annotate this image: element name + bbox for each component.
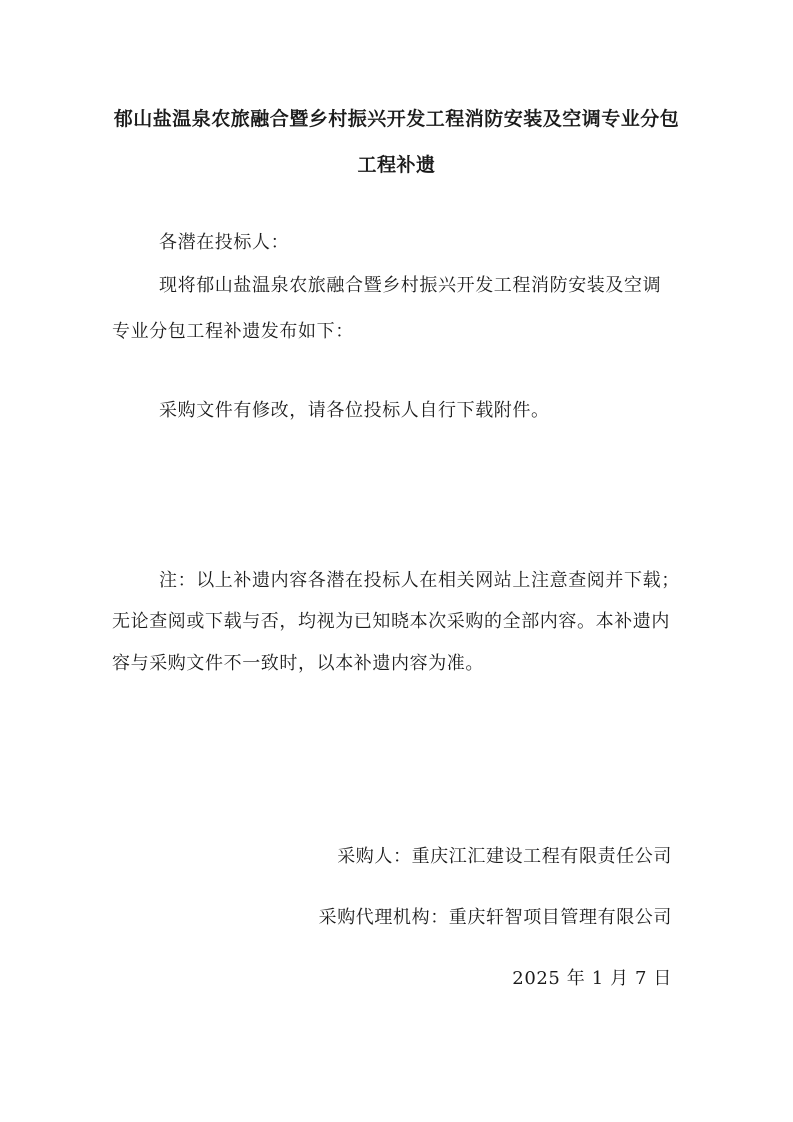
note-line-1: 注：以上补遗内容各潜在投标人在相关网站上注意查阅并下载； [159,570,680,591]
note-line-3: 容与采购文件不一致时，以本补遗内容为准。 [112,653,484,674]
document-title-line-2: 工程补遗 [357,154,436,176]
note-line-2: 无论查阅或下载与否，均视为已知晓本次采购的全部内容。本补遗内 [112,611,670,632]
salutation: 各潜在投标人： [159,232,290,253]
intro-paragraph-line-2: 专业分包工程补遗发布如下： [112,321,354,342]
intro-paragraph-line-1: 现将郁山盐温泉农旅融合暨乡村振兴开发工程消防安装及空调 [159,275,662,296]
document-date: 2025 年 1 月 7 日 [512,968,672,989]
purchaser-signature: 采购人：重庆江汇建设工程有限责任公司 [337,846,672,867]
agency-signature: 采购代理机构：重庆轩智项目管理有限公司 [318,907,672,928]
document-title-line-1: 郁山盐温泉农旅融合暨乡村振兴开发工程消防安装及空调专业分包 [113,108,680,130]
change-notice: 采购文件有修改，请各位投标人自行下载附件。 [159,400,550,421]
